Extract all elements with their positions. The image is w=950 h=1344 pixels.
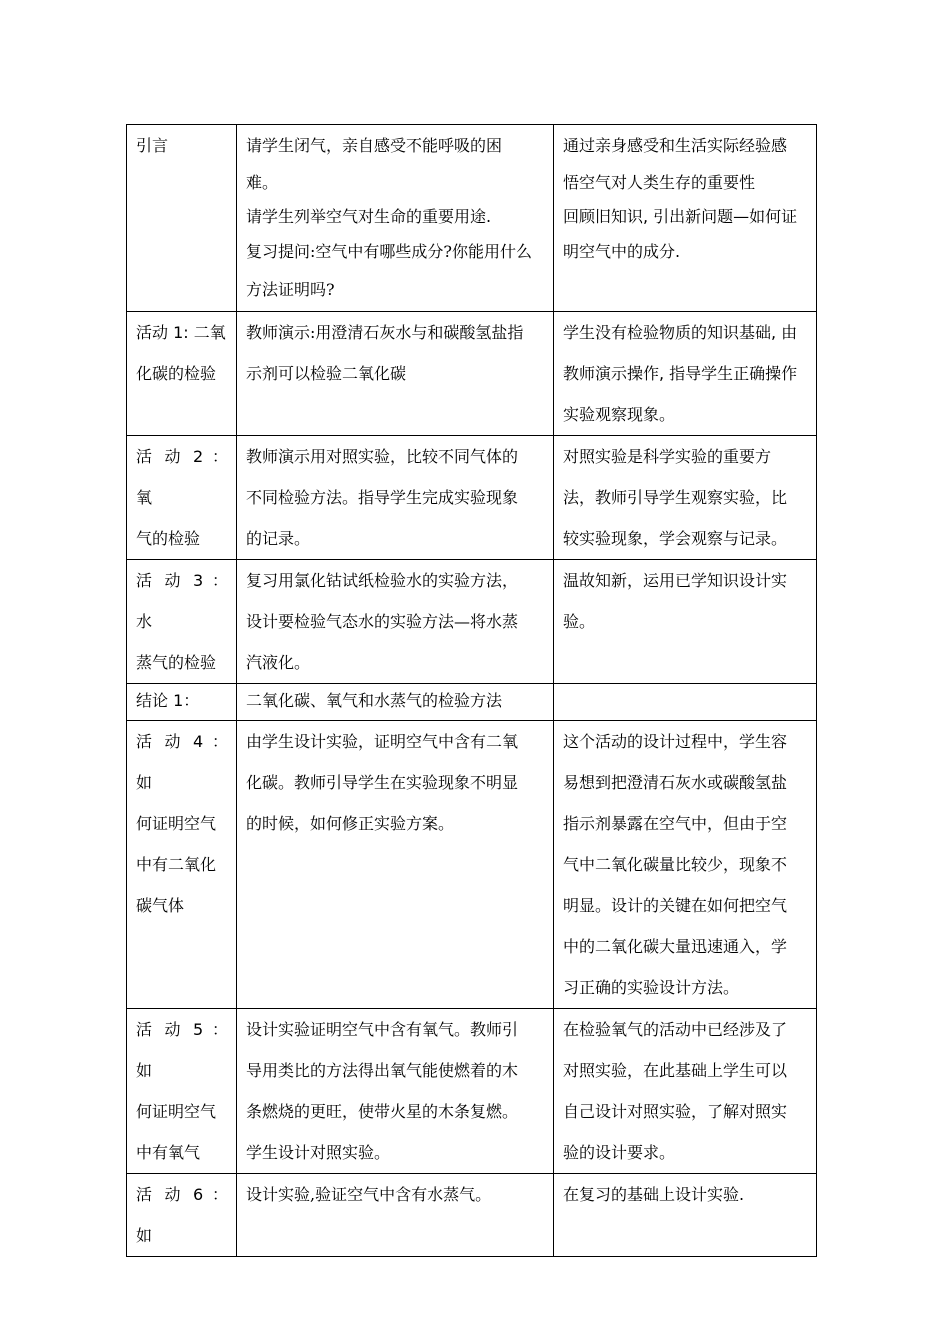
- design-purpose-text: 悟空气对人类生存的重要性: [563, 173, 756, 192]
- design-purpose-text: 中的二氧化碳大量迅速通入，学: [563, 937, 788, 956]
- teacher-activity-text: 化碳。教师引导学生在实验现象不明显: [246, 773, 519, 792]
- teacher-activity-cell: [237, 1009, 554, 1174]
- teacher-activity-cell: [237, 312, 554, 436]
- stage-cell: [127, 436, 237, 560]
- teacher-activity-text: 设计实验,验证空气中含有水蒸气。: [246, 1185, 492, 1204]
- stage-text: 活 动 4 ： 如: [136, 732, 234, 792]
- design-purpose-text: 学生没有检验物质的知识基础, 由: [563, 323, 798, 342]
- teacher-activity-text: 复习提问:空气中有哪些成分?你能用什么: [246, 242, 532, 261]
- stage-text: 活 动 3 ： 水: [136, 571, 234, 631]
- design-purpose-cell: [554, 1009, 817, 1174]
- teacher-activity-text: 不同检验方法。指导学生完成实验现象: [246, 488, 519, 507]
- design-purpose-text: 法，教师引导学生观察实验，比: [563, 488, 788, 507]
- stage-text: 化碳的检验: [136, 364, 217, 383]
- teacher-activity-text: 的记录。: [246, 529, 311, 548]
- stage-text: 何证明空气: [136, 814, 217, 833]
- stage-text: 活 动 6 ： 如: [136, 1185, 234, 1245]
- teacher-activity-text: 难。: [246, 173, 279, 192]
- stage-text: 中有氧气: [136, 1143, 201, 1162]
- teacher-activity-cell: [237, 560, 554, 684]
- stage-text: 何证明空气: [136, 1102, 217, 1121]
- teacher-activity-cell: [237, 125, 554, 312]
- stage-cell: [127, 1174, 237, 1257]
- stage-cell: [127, 1009, 237, 1174]
- design-purpose-cell: [554, 721, 817, 1009]
- stage-cell: [127, 721, 237, 1009]
- design-purpose-text: 指示剂暴露在空气中，但由于空: [563, 814, 788, 833]
- table-row: [127, 436, 817, 560]
- design-purpose-text: 教师演示操作, 指导学生正确操作: [563, 364, 798, 383]
- teacher-activity-cell: [237, 721, 554, 1009]
- design-purpose-text: 通过亲身感受和生活实际经验感: [563, 136, 788, 155]
- design-purpose-text: 较实验现象，学会观察与记录。: [563, 529, 788, 548]
- design-purpose-text: 验的设计要求。: [563, 1143, 676, 1162]
- teacher-activity-cell: [237, 684, 554, 721]
- design-purpose-text: 对照实验是科学实验的重要方: [563, 447, 772, 466]
- design-purpose-cell: [554, 312, 817, 436]
- design-purpose-text: 温故知新，运用已学知识设计实: [563, 571, 788, 590]
- stage-text: 碳气体: [136, 896, 185, 915]
- teacher-activity-text: 学生设计对照实验。: [246, 1143, 391, 1162]
- teacher-activity-text: 请学生闭气，亲自感受不能呼吸的困: [246, 136, 503, 155]
- design-purpose-text: 气中二氧化碳量比较少，现象不: [563, 855, 788, 874]
- design-purpose-text: 在检验氧气的活动中已经涉及了: [563, 1020, 788, 1039]
- teacher-activity-text: 由学生设计实验，证明空气中含有二氧: [246, 732, 519, 751]
- teacher-activity-text: 教师演示用对照实验，比较不同气体的: [246, 447, 519, 466]
- table-row: [127, 684, 817, 721]
- stage-text: 蒸气的检验: [136, 653, 217, 672]
- stage-text: 引言: [136, 136, 169, 155]
- design-purpose-text: 实验观察现象。: [563, 405, 676, 424]
- table-row: [127, 125, 817, 312]
- teacher-activity-cell: [237, 436, 554, 560]
- teacher-activity-text: 设计实验证明空气中含有氧气。教师引: [246, 1020, 519, 1039]
- stage-text: 气的检验: [136, 529, 201, 548]
- stage-cell: [127, 125, 237, 312]
- stage-text: 活 动 2 ： 氧: [136, 447, 234, 507]
- design-purpose-text: 回顾旧知识, 引出新问题—如何证: [563, 207, 798, 226]
- lesson-plan-table: [126, 124, 817, 1257]
- teacher-activity-text: 条燃烧的更旺，使带火星的木条复燃。: [246, 1102, 519, 1121]
- design-purpose-cell: [554, 684, 817, 721]
- teacher-activity-text: 的时候，如何修正实验方案。: [246, 814, 455, 833]
- teacher-activity-text: 示剂可以检验二氧化碳: [246, 364, 407, 383]
- table-row: [127, 1009, 817, 1174]
- design-purpose-text: 明显。设计的关键在如何把空气: [563, 896, 788, 915]
- stage-text: 活 动 5 ： 如: [136, 1020, 234, 1080]
- table-row: [127, 560, 817, 684]
- stage-cell: [127, 684, 237, 721]
- teacher-activity-text: 复习用氯化钴试纸检验水的实验方法，: [246, 571, 519, 590]
- design-purpose-text: 自己设计对照实验，了解对照实: [563, 1102, 788, 1121]
- table-row: [127, 1174, 817, 1257]
- design-purpose-text: 易想到把澄清石灰水或碳酸氢盐: [563, 773, 788, 792]
- table-row: [127, 721, 817, 1009]
- teacher-activity-text: 汽液化。: [246, 653, 311, 672]
- table-row: [127, 312, 817, 436]
- teacher-activity-text: 请学生列举空气对生命的重要用途.: [246, 207, 492, 226]
- design-purpose-cell: [554, 436, 817, 560]
- design-purpose-cell: [554, 1174, 817, 1257]
- teacher-activity-text: 导用类比的方法得出氧气能使燃着的木: [246, 1061, 519, 1080]
- teacher-activity-text: 方法证明吗?: [246, 280, 335, 299]
- design-purpose-cell: [554, 560, 817, 684]
- design-purpose-text: 对照实验，在此基础上学生可以: [563, 1061, 788, 1080]
- design-purpose-text: 这个活动的设计过程中，学生容: [563, 732, 788, 751]
- teacher-activity-text: 设计要检验气态水的实验方法—将水蒸: [246, 612, 519, 631]
- teacher-activity-text: 教师演示:用澄清石灰水与和碳酸氢盐指: [246, 323, 524, 342]
- design-purpose-cell: [554, 125, 817, 312]
- stage-cell: [127, 312, 237, 436]
- teacher-activity-cell: [237, 1174, 554, 1257]
- design-purpose-text: 明空气中的成分.: [563, 242, 681, 261]
- stage-text: 活动 1: 二氧: [136, 323, 226, 342]
- teacher-activity-text: 二氧化碳、氧气和水蒸气的检验方法: [246, 691, 503, 710]
- stage-text: 中有二氧化: [136, 855, 217, 874]
- design-purpose-text: 验。: [563, 612, 596, 631]
- design-purpose-text: 在复习的基础上设计实验.: [563, 1185, 745, 1204]
- stage-text: 结论 1：: [136, 691, 200, 710]
- stage-cell: [127, 560, 237, 684]
- design-purpose-text: 习正确的实验设计方法。: [563, 978, 740, 997]
